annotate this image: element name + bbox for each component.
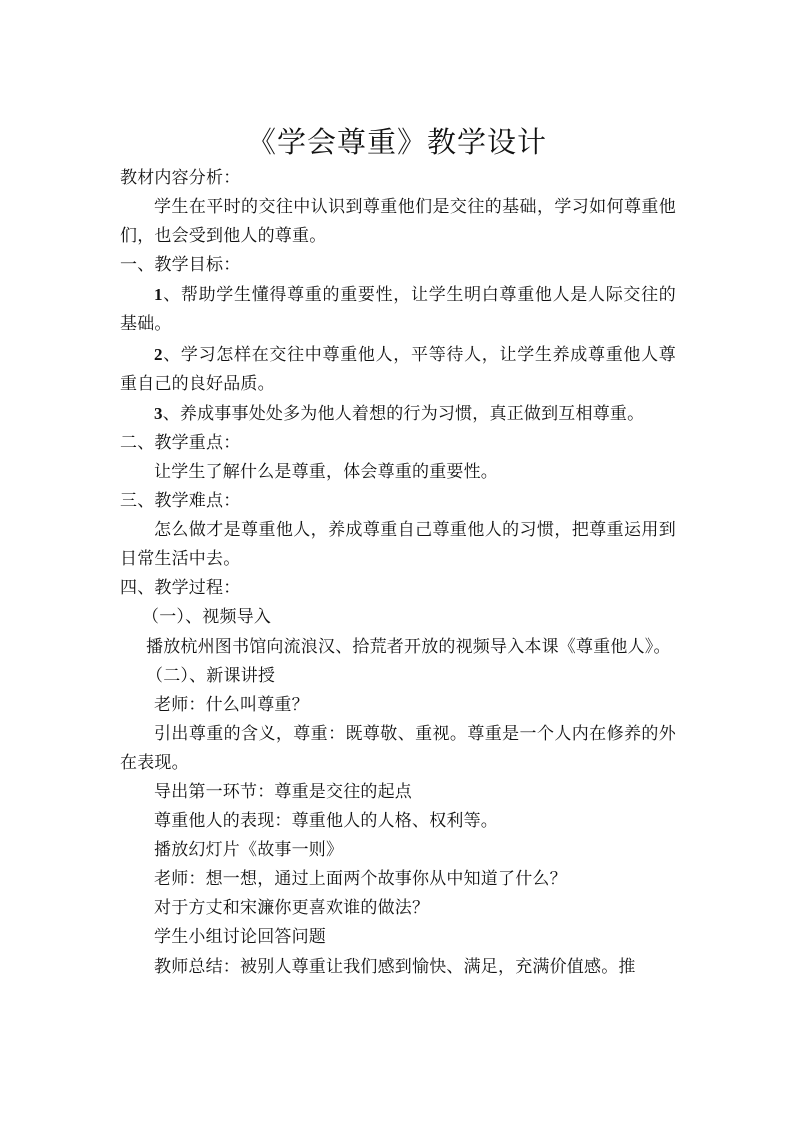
part2-line-6: 老师：想一想，通过上面两个故事你从中知道了什么？ [154,869,567,890]
process-heading: 四、教学过程： [120,578,241,599]
keypoints-heading: 二、教学重点： [120,432,241,453]
part2-line-7: 对于方丈和宋濂你更喜欢谁的做法？ [154,898,430,919]
goal-text: 、帮助学生懂得尊重的重要性，让学生明白尊重他人是人际交往的基础。 [120,285,676,335]
goal-item-3 [120,399,676,429]
part2-line-4: 尊重他人的表现：尊重他人的人格、权利等。 [154,811,498,832]
goals-heading: 一、教学目标： [120,255,241,276]
analysis-paragraph: 学生在平时的交往中认识到尊重他们是交往的基础，学习如何尊重他们，也会受到他人的尊重。 [120,197,676,247]
difficulties-heading: 三、教学难点： [120,491,241,512]
part2-line-9: 教师总结：被别人尊重让我们感到愉快、满足，充满价值感。推 [154,956,636,977]
part2-heading: （二）、新课讲授 [146,665,276,686]
part2-line-1: 老师：什么叫尊重？ [154,694,309,715]
part2-line-2: 引出尊重的含义，尊重：既尊敬、重视。尊重是一个人内在修养的外在表现。 [120,723,676,773]
goal-number: 2 [154,344,163,364]
keypoints-paragraph: 让学生了解什么是尊重，体会尊重的重要性。 [154,461,498,482]
part1-heading: （一）、视频导入 [142,607,272,628]
part2-line-3: 导出第一环节：尊重是交往的起点 [154,781,412,802]
analysis-heading: 教材内容分析： [120,168,241,188]
goal-item-2 [120,340,676,399]
document-body [120,164,676,982]
goal-text: 、养成事事处处多为他人着想的行为习惯，真正做到互相尊重。 [162,403,645,424]
part2-line-8: 学生小组讨论回答问题 [154,927,326,948]
part2-line-5: 播放幻灯片《故事一则》 [154,840,344,861]
goal-item-1 [120,280,676,339]
goal-text: 、学习怎样在交往中尊重他人，平等待人，让学生养成尊重他人尊重自己的良好品质。 [120,344,676,394]
part1-paragraph: 播放杭州图书馆向流浪汉、拾荒者开放的视频导入本课《尊重他人》。 [146,636,671,657]
difficulties-paragraph: 怎么做才是尊重他人，养成尊重自己尊重他人的习惯，把尊重运用到日常生活中去。 [120,520,676,570]
goal-number: 1 [154,285,163,305]
document-title: 《学会尊重》教学设计 [246,125,547,159]
goal-number: 3 [154,403,163,423]
